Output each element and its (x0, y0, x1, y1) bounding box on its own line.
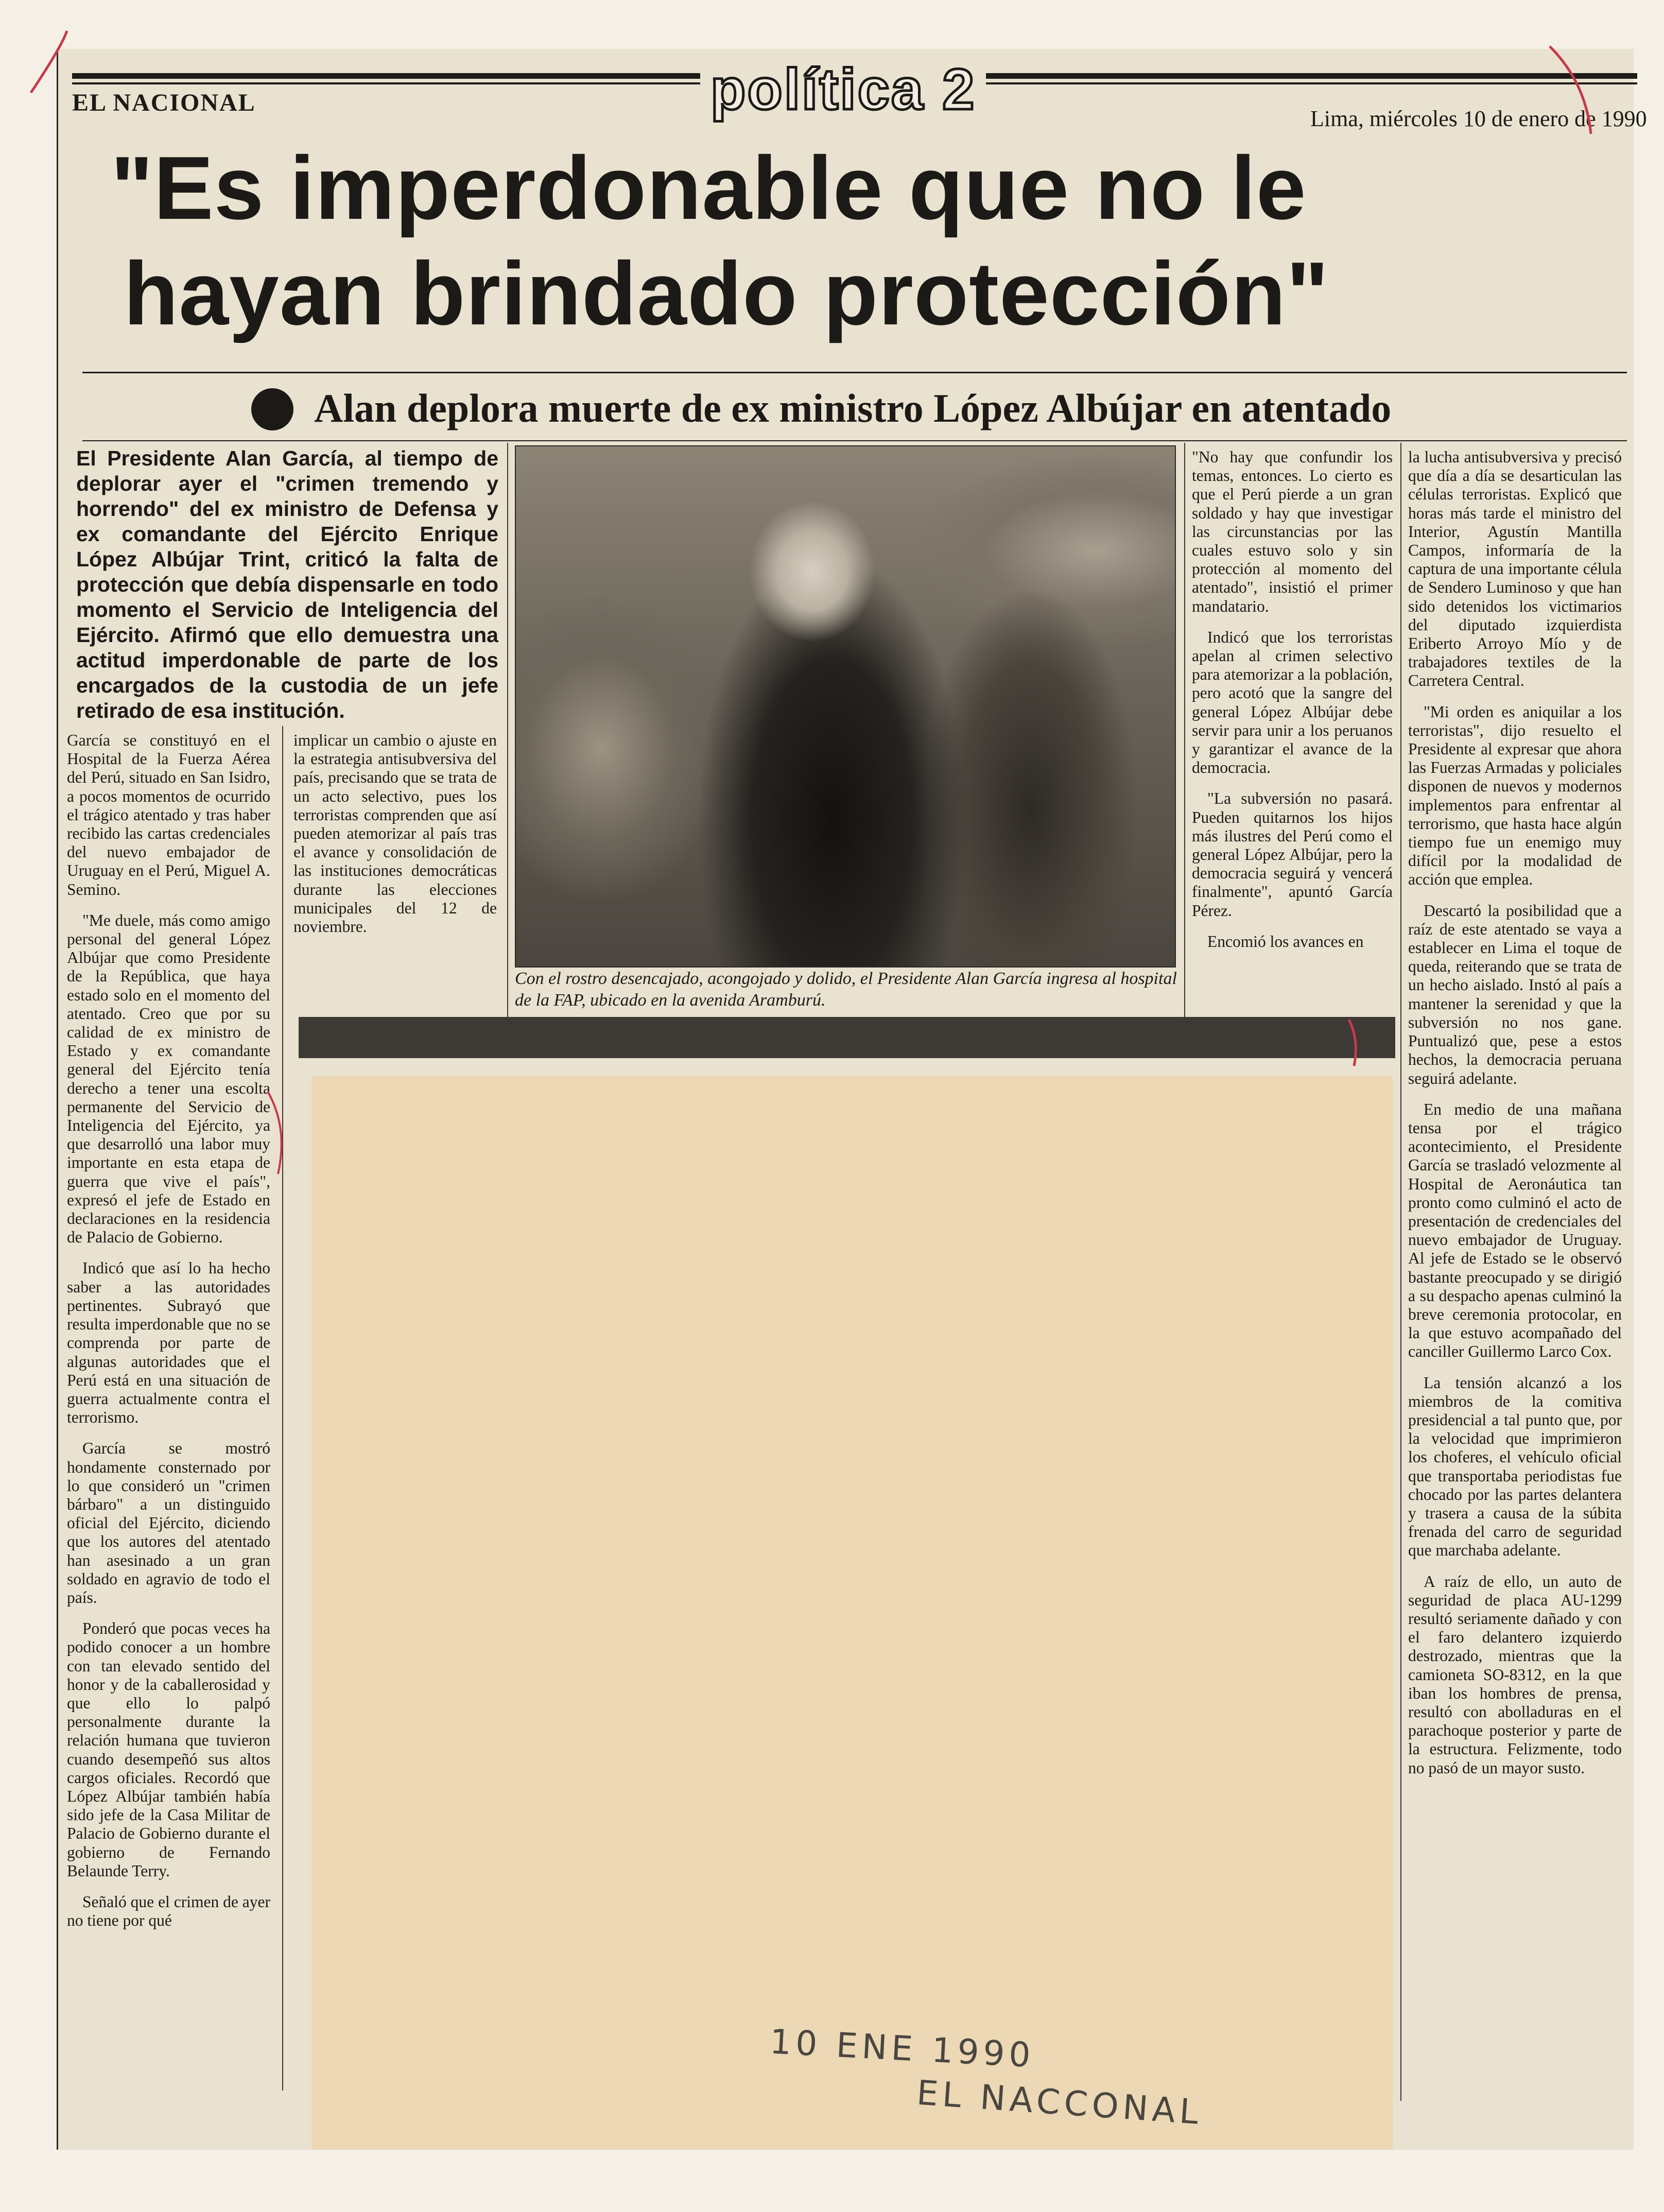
col2-paragraph-1: implicar un cambio o ajuste en la estrategia antisubversiva del país, precisando que se trata de un acto selectivo, pues los terroristas comprenden que así pueden atemorizar al país tras el avance y consolidación de las instituciones democráticas durante las elecciones municipales del 12 de noviembre. (293, 731, 497, 936)
col4-paragraph-5: La tensión alcanzó a los miembros de la comitiva presidencial a tal punto que, por la velocidad que imprimieron los choferes, el vehículo oficial que transportaba periodistas fue chocado por las partes delantera y trasera a causa de la súbita frenada del carro de seguridad que marchaba adelante. (1408, 1373, 1622, 1560)
col4-paragraph-3: Descartó la posibilidad que a raíz de este atentado se vaya a establecer en Lima el toque de queda, reiterando que se trata de un hecho aislado. Instó al país a mantener la serenidad y que la subversión no nos gane. Puntualizó que, pese a estos hechos, la democracia peruana seguirá adelante. (1408, 901, 1622, 1087)
col3-paragraph-2: Indicó que los terroristas apelan al crimen selectivo para atemorizar a la población, pero acotó que la sangre del general López Albújar debe servir para unir a los peruanos y garantizar el avance de la democracia. (1192, 628, 1393, 777)
col1-paragraph-1: García se constituyó en el Hospital de la Fuerza Aérea del Perú, situado en San Isidro, a pocos momentos de ocurrido el trágico atentado y tras haber recibido las cartas credenciales del nuevo embajador de Uruguay en el Perú, Miguel A. Semino. (67, 731, 270, 898)
deck-subheadline: Alan deplora muerte de ex ministro López Albújar en atentado (314, 386, 1392, 430)
newspaper-name: EL NACIONAL (72, 89, 256, 116)
dateline: Lima, miércoles 10 de enero de 1990 (1310, 106, 1647, 131)
headline-line-1: "Es imperdonable que no le (111, 137, 1307, 238)
col3-paragraph-3: "La subversión no pasará. Pueden quitarnos los hijos más ilustres del Perú como el general López Albújar, pero la democracia seguirá y vencerá finalmente", apuntó García Pérez. (1192, 789, 1393, 920)
col4-paragraph-2: "Mi orden es aniquilar a los terroristas", dijo resuelto el Presidente al expresar que ahora las Fuerzas Armadas y policiales disponen de nuevos y modernos implementos para enfrentar al terrorismo, que hasta hace algún tiempo fue un enemigo muy difícil por la modalidad de acción que emplea. (1408, 702, 1622, 889)
col1-paragraph-4: García se mostró hondamente consternado por lo que consideró un "crimen bárbaro" a un distinguido oficial del Ejército, diciendo que los autores del atentado han asesinado a un gran soldado en agravio de todo el país. (67, 1439, 270, 1606)
col4-paragraph-1: la lucha antisubversiva y precisó que día a día se desarticulan las células terroristas. Explicó que horas más tarde el ministro del Interior, Agustín Mantilla Campos, informaría de la captura de una importante célula de Sendero Luminoso y que han sido detenidos los victimarios del diputado izquierdista Eriberto Arroyo Mío y de trabajadores textiles de la Carretera Central. (1408, 448, 1622, 690)
col3-paragraph-4: Encomió los avances en (1207, 932, 1364, 951)
col4-paragraph-4: En medio de una mañana tensa por el trágico acontecimiento, el Presidente García se trasladó velozmente al Hospital de Aeronáutica tan pronto como culminó el acto de presentación de credenciales del nuevo embajador de Uruguay. Al jefe de Estado se le observó bastante preocupado y se dirigió a su despacho apenas culminó la breve ceremonia protocolar, en la que estuvo acompañado del canciller Guillermo Larco Cox. (1408, 1100, 1622, 1361)
photo-caption: Con el rostro desencajado, acongojado y dolido, el Presidente Alan García ingresa al hospital de la FAP, ubicado en la avenida Aramburú. (515, 969, 1177, 1010)
col1-paragraph-5: Ponderó que pocas veces ha podido conocer a un hombre con tan elevado sentido del honor y de la caballerosidad y que ello lo palpó personalmente durante la relación humana que tuvieron cuando desempeñó sus altos cargos oficiales. Recordó que López Albújar también había sido jefe de la Casa Militar de Palacio de Gobierno durante el gobierno de Fernando Belaunde Terry. (67, 1619, 270, 1880)
handwritten-source: EL NACCONAL (915, 2072, 1204, 2133)
headline-line-2: hayan brindado protección" (124, 243, 1329, 343)
lead-paragraph: El Presidente Alan García, al tiempo de deplorar ayer el "crimen tremendo y horrendo" del ex ministro de Defensa y ex comandante del Ejército Enrique López Albújar Trint, criticó la falta de protección que debía dispensarle en todo momento el Servicio de Inteligencia del Ejército. Afirmó que ello demuestra una actitud imperdonable de parte de los encargados de la custodia de un jefe retirado de esa institución. (76, 446, 498, 722)
col1-paragraph-6: Señaló que el crimen de ayer no tiene por qué (67, 1892, 270, 1930)
col1-paragraph-2: "Me duele, más como amigo personal del general López Albújar que como Presidente de la República, que haya estado solo en el momento del atentado. Creo que por su calidad de ex ministro de Estado y ex comandante general del Ejército tenía derecho a tener una escolta permanente del Servicio de Inteligencia del Ejército, ya que desarrolló una labor muy importante en esta etapa de guerra que vive el país", expresó el jefe de Estado en declaraciones en la residencia de Palacio de Gobierno. (67, 911, 270, 1247)
col3-paragraph-1: "No hay que confundir los temas, entonces. Lo cierto es que el Perú pierde a un gran soldado y hay que investigar las circunstancias por las cuales estuvo solo y sin protección al momento del atentado", insistió el primer mandatario. (1192, 448, 1393, 615)
handwritten-date: 10 ENE 1990 (769, 2021, 1036, 2076)
col4-paragraph-6: A raíz de ello, un auto de seguridad de placa AU-1299 resultó seriamente dañado y con el faro delantero izquierdo destrozado, mientras que la camioneta SO-8312, en la que iban los hombres de prensa, resultó con abolladuras en el parachoque posterior y parte de la estructura. Felizmente, todo no pasó de un mayor susto. (1408, 1572, 1622, 1777)
section-kicker: política 2 (700, 61, 986, 118)
col1-paragraph-3: Indicó que así lo ha hecho saber a las autoridades pertinentes. Subrayó que resulta imperdonable que no se comprenda por parte de algunas autoridades que el Perú está en una situación de guerra actualmente contra el terrorismo. (67, 1259, 270, 1427)
